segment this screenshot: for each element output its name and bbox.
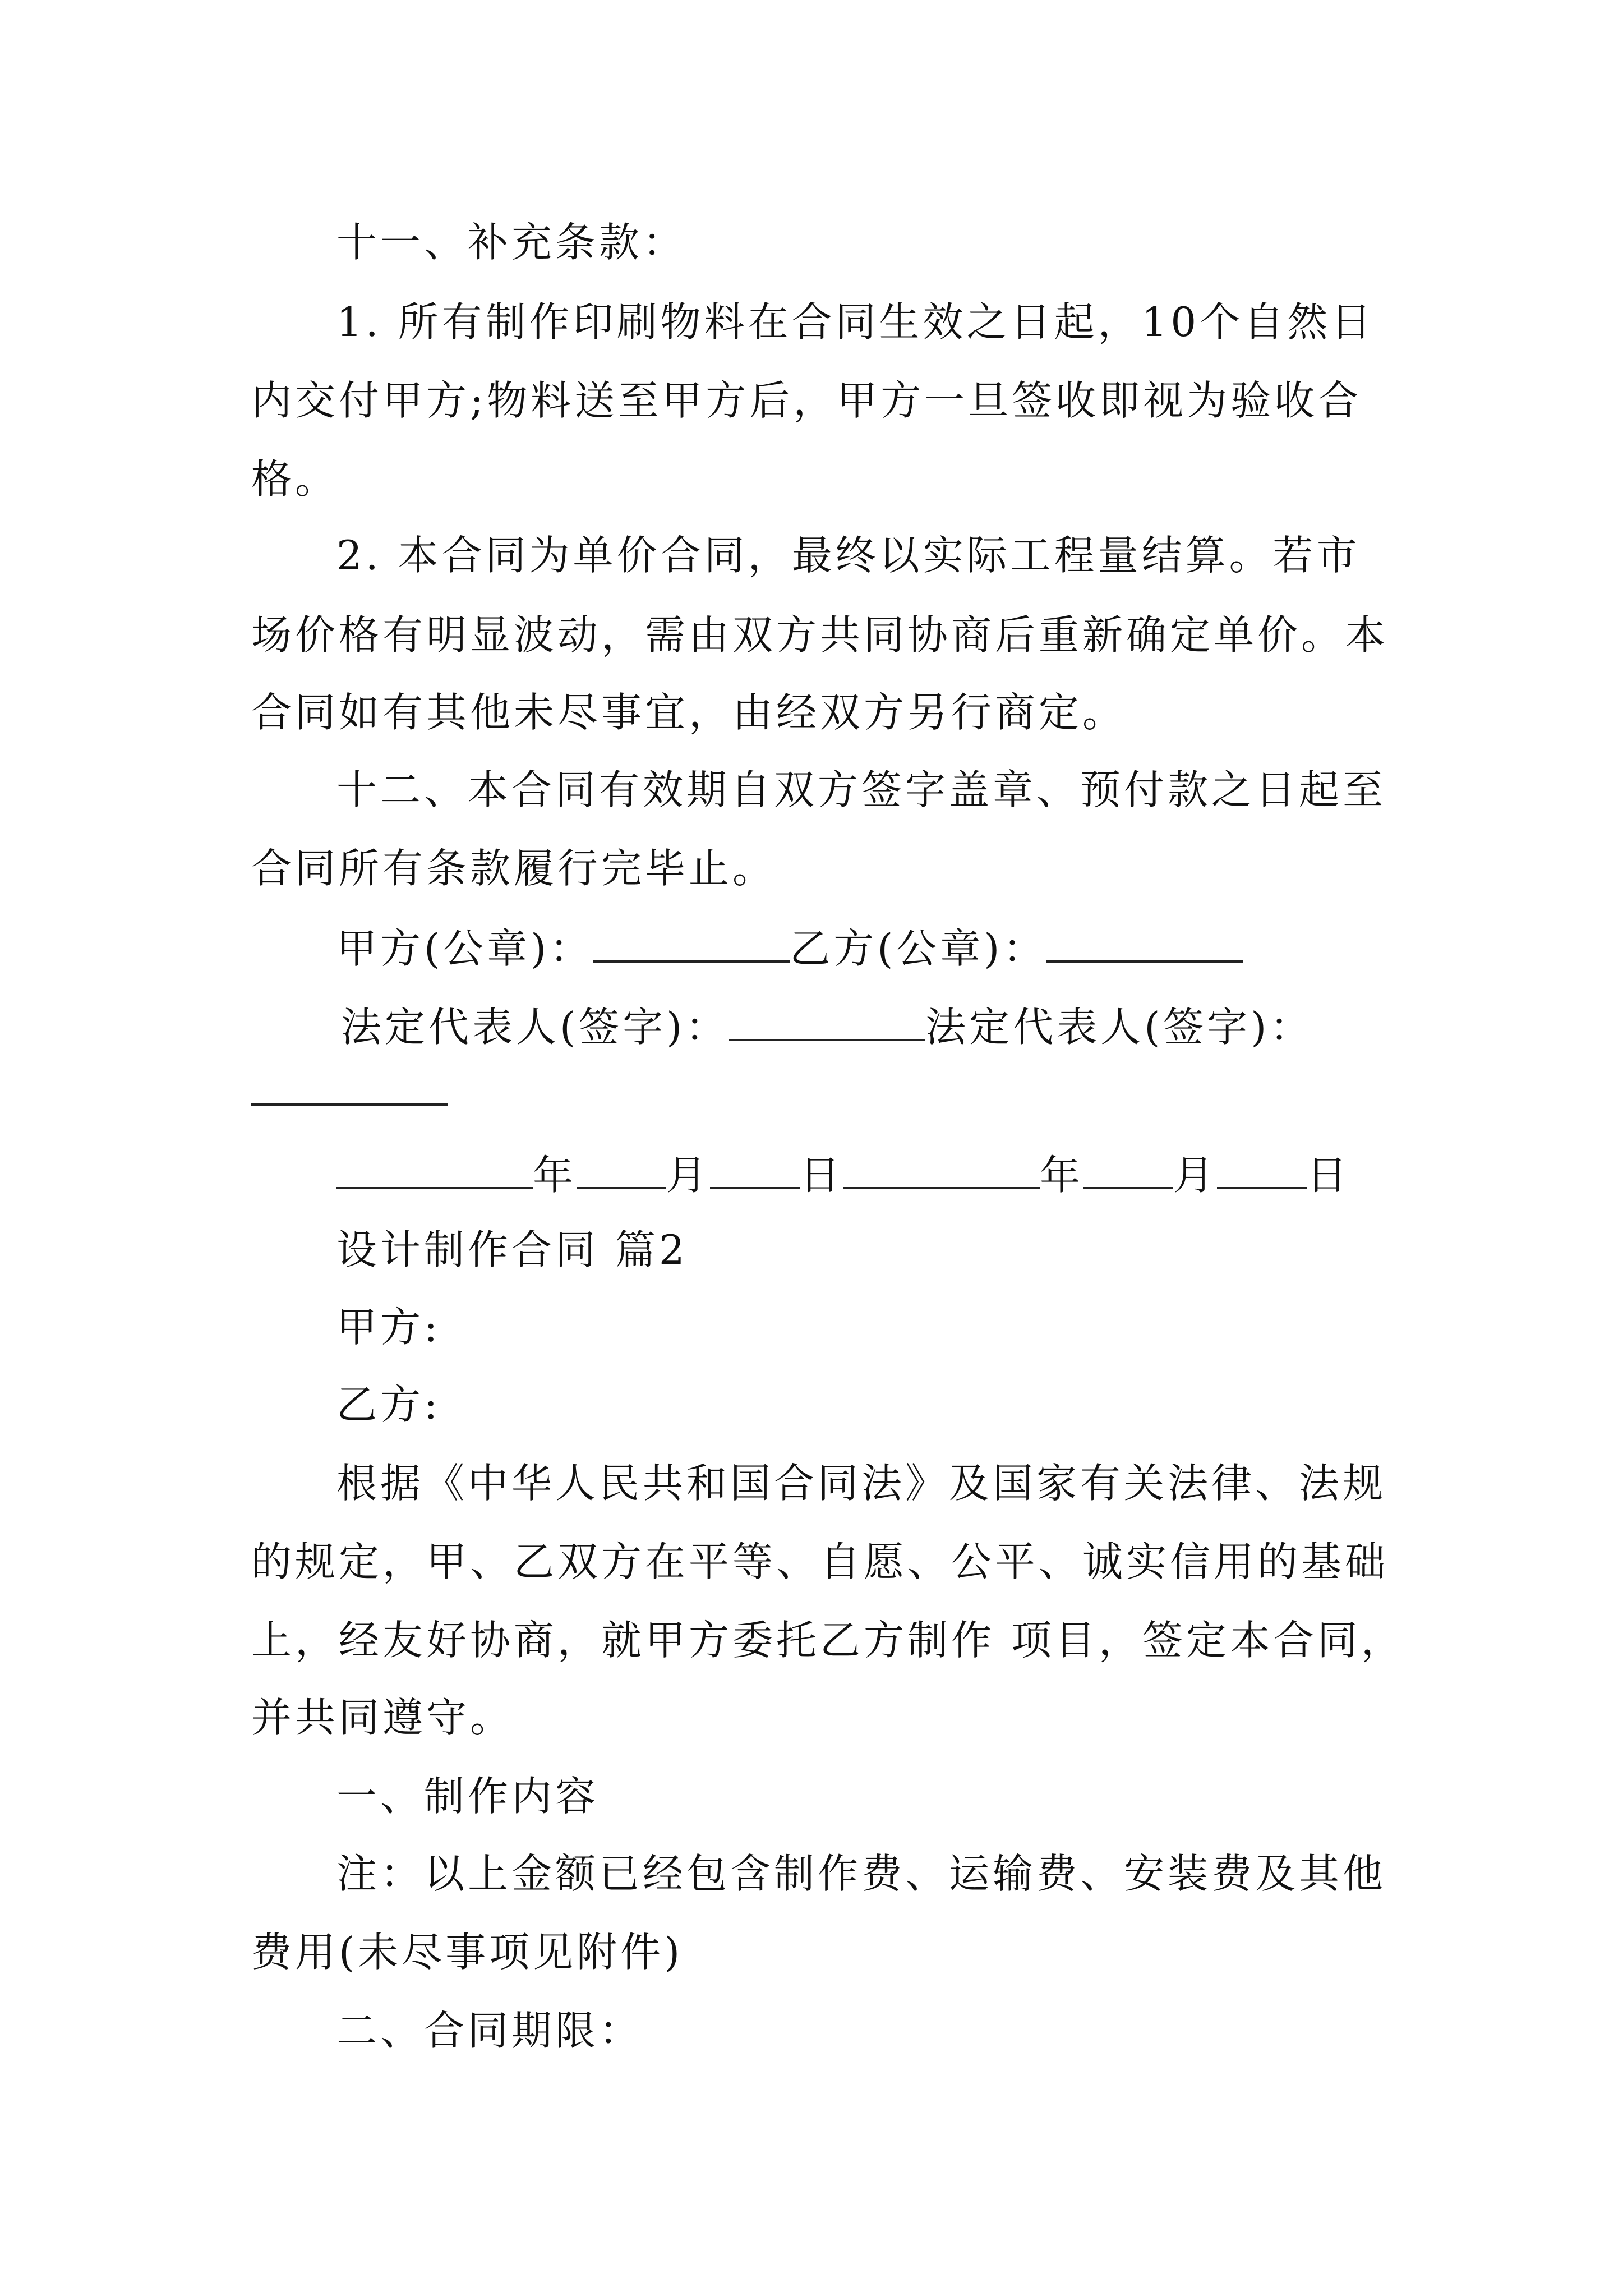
party-a-year-label: 年 [533,1152,577,1199]
party-b-rep-blank[interactable] [251,1101,448,1106]
contract-2-intro-line4: 并共同遵守。 [251,1694,514,1741]
party-b-seal-blank[interactable] [1046,926,1243,963]
clause-11-heading: 十一、补充条款： [336,219,687,266]
contract-2-intro-line1: 根据《中华人民共和国合同法》及国家有关法律、法规 [336,1460,1387,1507]
section-1-note-line1: 注：以上金额已经包含制作费、运输费、安装费及其他 [336,1850,1387,1897]
party-a-day-blank[interactable] [710,1152,800,1189]
party-a-rep-blank[interactable] [729,1004,925,1041]
party-b-month-label: 月 [1173,1152,1218,1199]
clause-12-line1: 十二、本合同有效期自双方签字盖章、预付款之日起至 [336,766,1387,813]
clause-11-item2-line2: 场价格有明显波动，需由双方共同协商后重新确定单价。本 [251,611,1389,659]
signature-date-line [336,1152,1351,1199]
clause-12-line2: 合同所有条款履行完毕止。 [251,845,777,892]
party-b-year-label: 年 [1040,1152,1084,1199]
clause-11-item1-line1: 1. 所有制作印刷物料在合同生效之日起，10个自然日 [336,298,1375,346]
signature-company-seals [336,925,1243,972]
clause-11-item1-line3: 格。 [251,455,339,503]
party-a-month-label: 月 [666,1152,711,1199]
contract-2-party-a: 甲方: [336,1304,441,1351]
contract-2-party-b: 乙方: [336,1381,441,1428]
party-a-month-blank[interactable] [577,1152,666,1189]
section-2-heading: 二、合同期限： [336,2007,643,2054]
party-b-day-label: 日 [1307,1152,1351,1199]
party-b-day-blank[interactable] [1217,1152,1307,1189]
clause-11-item1-line2: 内交付甲方;物料送至甲方后，甲方一旦签收即视为验收合 [251,377,1362,424]
contract-2-title: 设计制作合同 篇2 [336,1226,688,1273]
party-a-seal-blank[interactable] [593,926,790,963]
party-a-rep-label: 法定代表人(签字)： [341,1004,730,1051]
contract-2-intro-line3: 上，经友好协商，就甲方委托乙方制作 项目，签定本合同， [251,1617,1405,1664]
party-b-month-blank[interactable] [1083,1152,1173,1189]
party-b-year-blank[interactable] [843,1152,1040,1189]
party-b-rep-label: 法定代表人(签字)： [925,1004,1314,1051]
party-a-year-blank[interactable] [336,1152,533,1189]
section-1-note-line2: 费用(未尽事项见附件) [251,1929,684,1976]
party-b-seal-label: 乙方(公章)： [790,925,1047,972]
party-a-day-label: 日 [800,1152,844,1199]
clause-11-item2-line1: 2. 本合同为单价合同，最终以实际工程量结算。若市 [336,532,1361,579]
party-a-seal-label: 甲方(公章)： [336,925,594,972]
section-1-heading: 一、制作内容 [336,1773,600,1820]
clause-11-item2-line3: 合同如有其他未尽事宜，由经双方另行商定。 [251,689,1127,736]
signature-legal-representatives [341,1004,1314,1051]
contract-2-intro-line2: 的规定，甲、乙双方在平等、自愿、公平、诚实信用的基础 [251,1538,1389,1585]
